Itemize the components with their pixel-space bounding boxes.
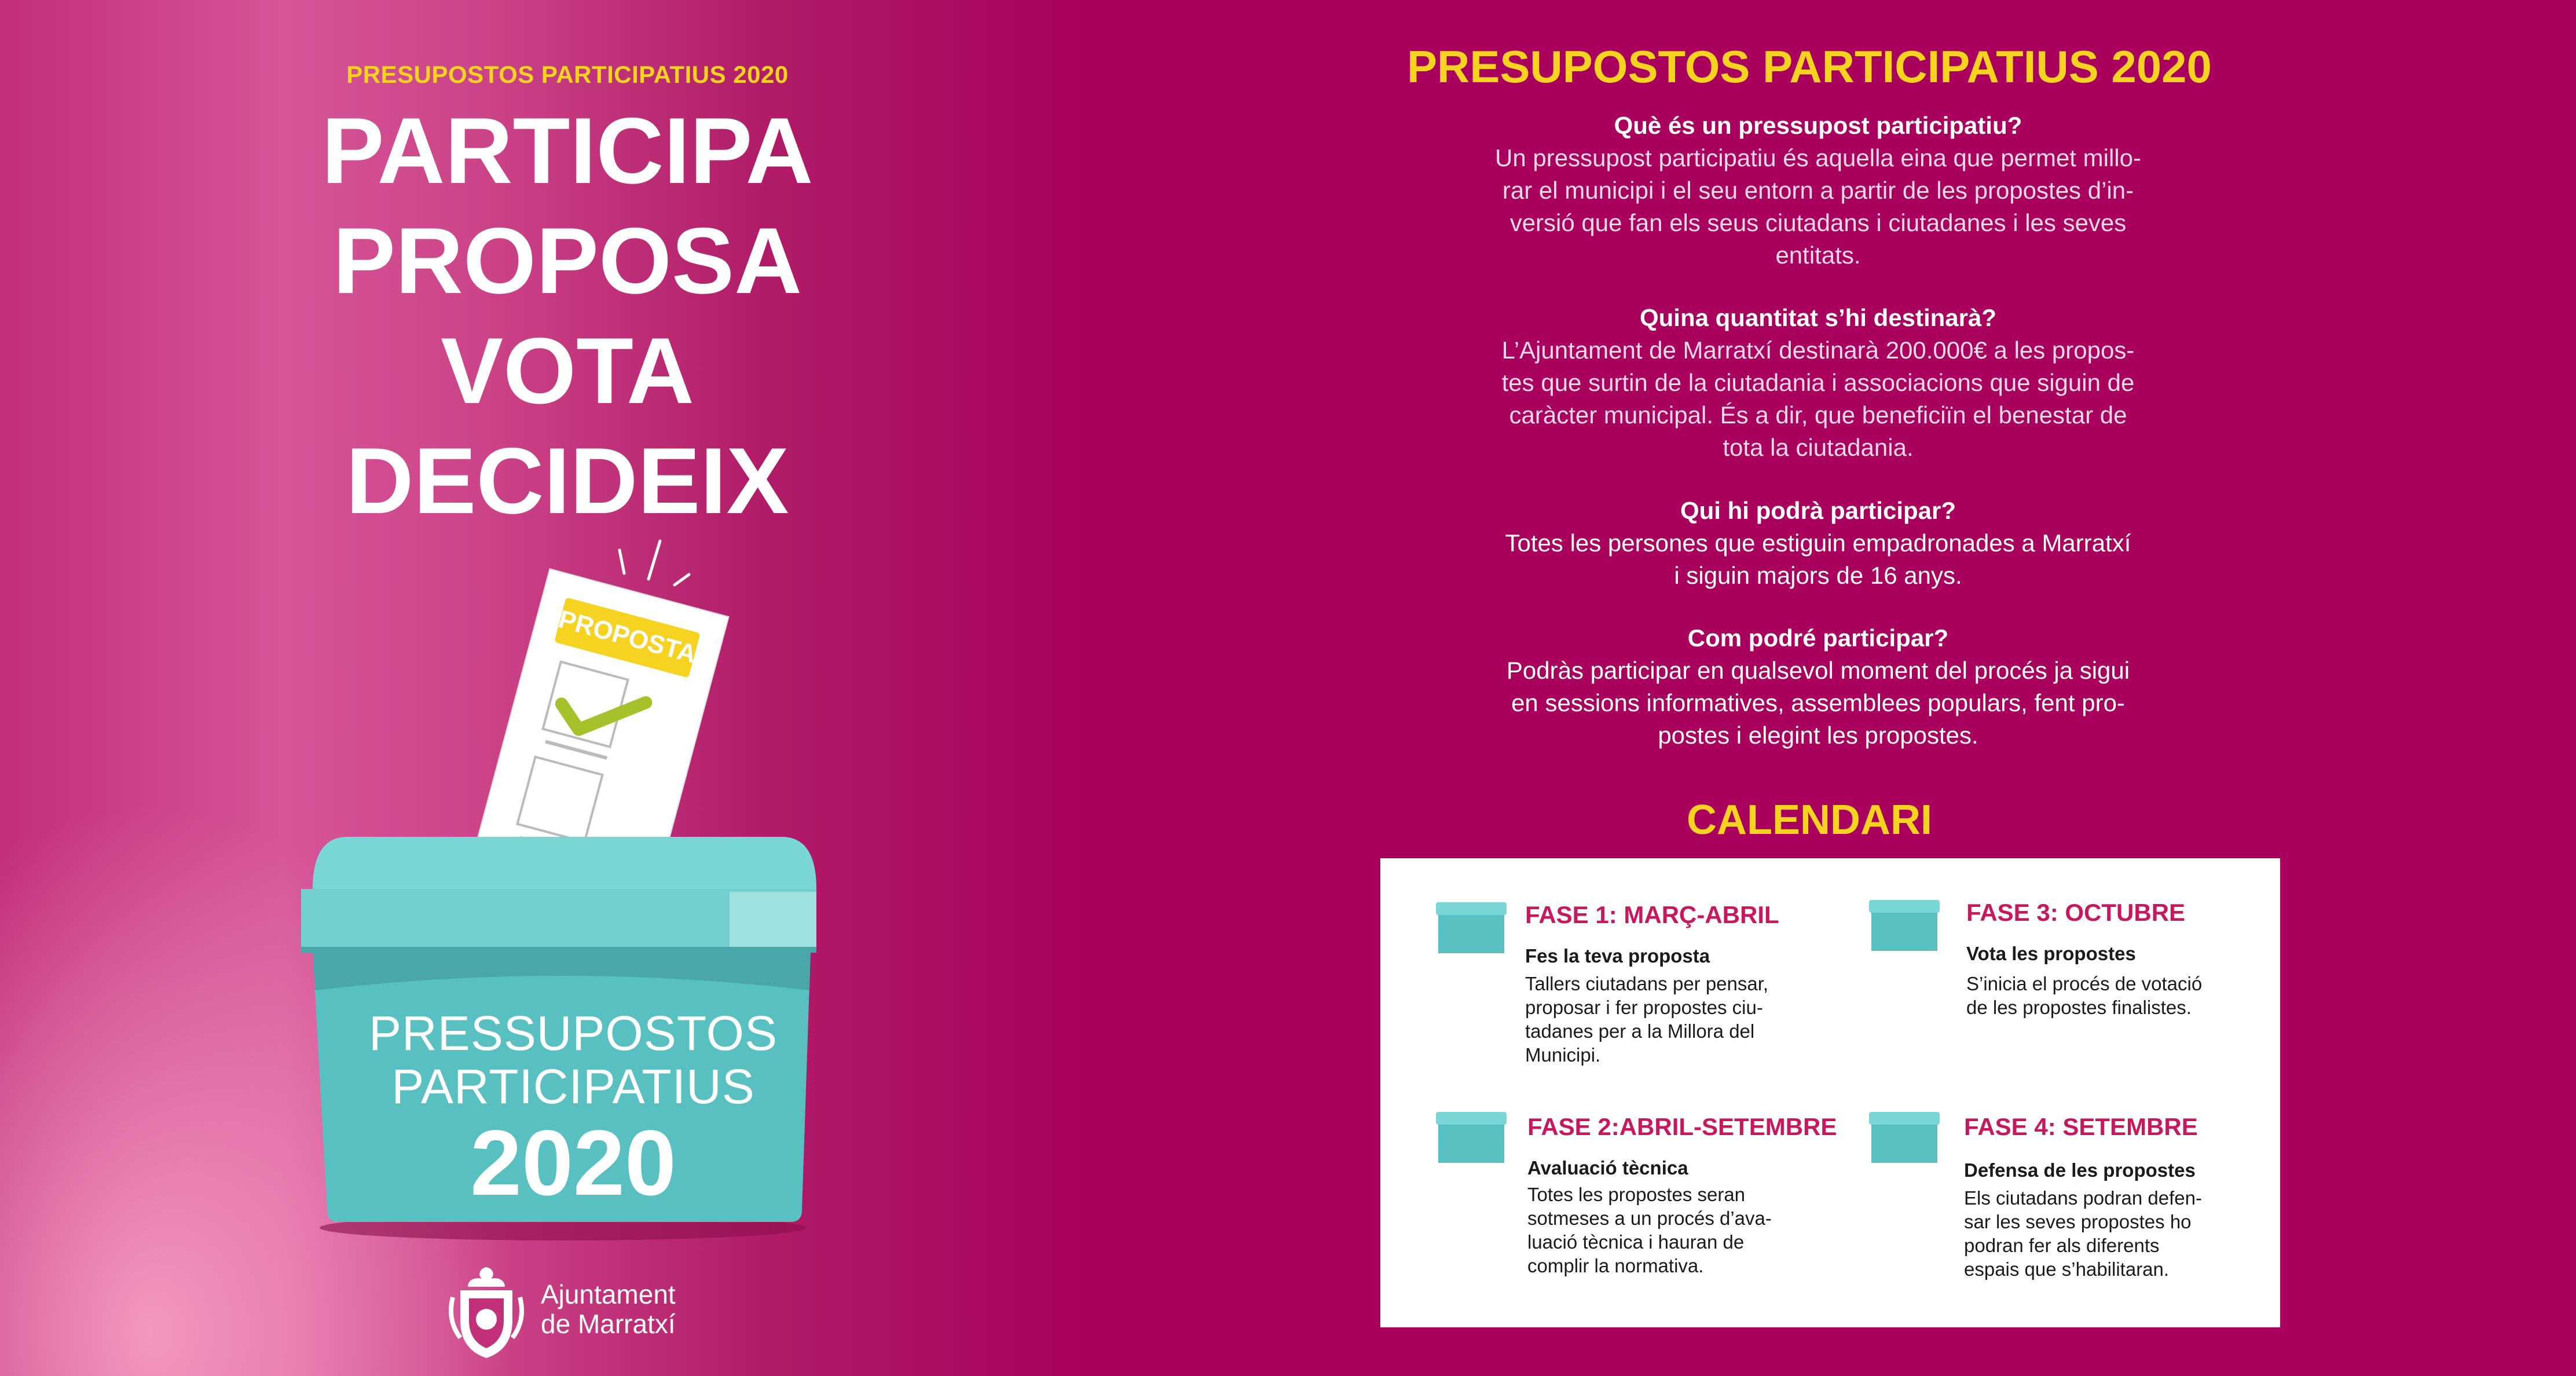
phase-desc-line: tadanes per a la Millora del bbox=[1525, 1020, 1755, 1042]
qa-amount bbox=[1448, 302, 2189, 464]
qa-how bbox=[1448, 623, 2189, 752]
qa-answer-line: rar el municipi i el seu entorn a partir de les propostes d’in- bbox=[1502, 176, 2134, 204]
phase-desc-line: luació tècnica i hauran de bbox=[1527, 1231, 1745, 1253]
qa-question: Com podré participar? bbox=[1687, 624, 1949, 652]
sparkle-icon bbox=[620, 541, 689, 585]
qa-answer-line: caràcter municipal. És a dir, que beneficiïn el benestar de bbox=[1509, 401, 2127, 429]
coat-of-arms-icon bbox=[446, 1262, 527, 1361]
ballot-box-icon bbox=[1867, 1108, 1942, 1166]
phase-2-subtitle: Avaluació tècnica bbox=[1527, 1157, 1688, 1179]
phase-3-description bbox=[1966, 972, 2238, 1019]
right-title: PRESUPOSTOS PARTICIPATIUS 2020 bbox=[1407, 41, 2212, 92]
logo-line1: Ajuntament bbox=[541, 1279, 676, 1309]
phase-desc-line: sar les seves propostes ho bbox=[1964, 1211, 2192, 1232]
phase-desc-line: sotmeses a un procés d’ava- bbox=[1527, 1207, 1772, 1229]
word-decideix: DECIDEIX bbox=[346, 429, 789, 533]
qa-who bbox=[1448, 495, 2189, 592]
phase-desc-line: Tallers ciutadans per pensar, bbox=[1525, 973, 1769, 994]
phase-1-title: FASE 1: MARÇ-ABRIL bbox=[1525, 901, 1779, 928]
logo bbox=[446, 1262, 735, 1367]
phase-desc-line: Municipi. bbox=[1525, 1044, 1601, 1066]
phase-desc-line: proposar i fer propostes ciu- bbox=[1525, 997, 1763, 1018]
word-proposa: PROPOSA bbox=[332, 208, 803, 313]
word-vota: VOTA bbox=[441, 319, 694, 423]
qa-answer-line: entitats. bbox=[1775, 241, 1861, 269]
qa-question: Quina quantitat s’hi destinarà? bbox=[1639, 304, 1997, 331]
qa-answer-line: versió que fan els seus ciutadans i ciutadanes i les seves bbox=[1509, 208, 2127, 236]
qa-answer-line: tota la ciutadania. bbox=[1723, 433, 1914, 461]
box-line2: PARTICIPATIUS bbox=[391, 1059, 755, 1114]
phase-desc-line: Els ciutadans podran defen- bbox=[1964, 1187, 2202, 1209]
phase-1-description bbox=[1525, 972, 1797, 1067]
ballot-box-icon bbox=[1867, 896, 1942, 954]
qa-question: Qui hi podrà participar? bbox=[1680, 497, 1956, 524]
qa-answer-line: postes i elegint les propostes. bbox=[1658, 721, 1978, 749]
qa-answer-line: Un pressupost participatiu és aquella eina que permet millo- bbox=[1495, 144, 2141, 171]
phase-2-title: FASE 2:ABRIL-SETEMBRE bbox=[1527, 1113, 1837, 1140]
qa-answer-line: tes que surtin de la ciutadania i associacions que siguin de bbox=[1501, 368, 2135, 396]
phase-desc-line: podran fer als diferents bbox=[1964, 1235, 2160, 1256]
phase-desc-line: complir la normativa. bbox=[1527, 1255, 1704, 1276]
phase-4-description bbox=[1964, 1186, 2236, 1281]
phase-4-title: FASE 4: SETEMBRE bbox=[1964, 1113, 2198, 1140]
phase-desc-line: espais que s’habilitaran. bbox=[1964, 1258, 2170, 1280]
qa-answer-line: Totes les persones que estiguin empadronades a Marratxí bbox=[1505, 529, 2131, 557]
qa-answer-line: Podràs participar en qualsevol moment del procés ja sigui bbox=[1506, 656, 2130, 684]
phase-3-title: FASE 3: OCTUBRE bbox=[1966, 899, 2186, 926]
calendar-card bbox=[1380, 858, 2280, 1327]
ballot-box-icon bbox=[1434, 1108, 1509, 1166]
qa-what-is bbox=[1448, 110, 2189, 272]
qa-answer-line: en sessions informatives, assemblees populars, fent pro- bbox=[1511, 689, 2125, 716]
left-small-title: PRESUPOSTOS PARTICIPATIUS 2020 bbox=[346, 61, 789, 88]
phase-desc-line: S’inicia el procés de votació bbox=[1966, 973, 2203, 994]
logo-text bbox=[541, 1280, 676, 1338]
phase-3-subtitle: Vota les propostes bbox=[1966, 943, 2136, 964]
qa-question: Què és un pressupost participatiu? bbox=[1614, 112, 2022, 139]
phase-1-subtitle: Fes la teva proposta bbox=[1525, 945, 1710, 967]
word-participa: PARTICIPA bbox=[321, 98, 814, 203]
qa-answer-line: i siguin majors de 16 anys. bbox=[1674, 561, 1962, 589]
phase-desc-line: de les propostes finalistes. bbox=[1966, 997, 2192, 1018]
ballot-label: PROPOSTA bbox=[555, 605, 699, 669]
phase-4-subtitle: Defensa de les propostes bbox=[1964, 1159, 2196, 1181]
qa-answer-line: L’Ajuntament de Marratxí destinarà 200.000€ a les propos- bbox=[1501, 336, 2135, 364]
box-year: 2020 bbox=[470, 1111, 676, 1214]
calendar-title: CALENDARI bbox=[1687, 797, 1932, 843]
logo-line2: de Marratxí bbox=[541, 1308, 676, 1339]
ballot-box-icon bbox=[1434, 899, 1509, 957]
box-text bbox=[301, 1006, 845, 1214]
phase-2-description bbox=[1527, 1183, 1800, 1278]
box-line1: PRESSUPOSTOS bbox=[369, 1006, 778, 1060]
phase-desc-line: Totes les propostes seran bbox=[1527, 1184, 1746, 1205]
